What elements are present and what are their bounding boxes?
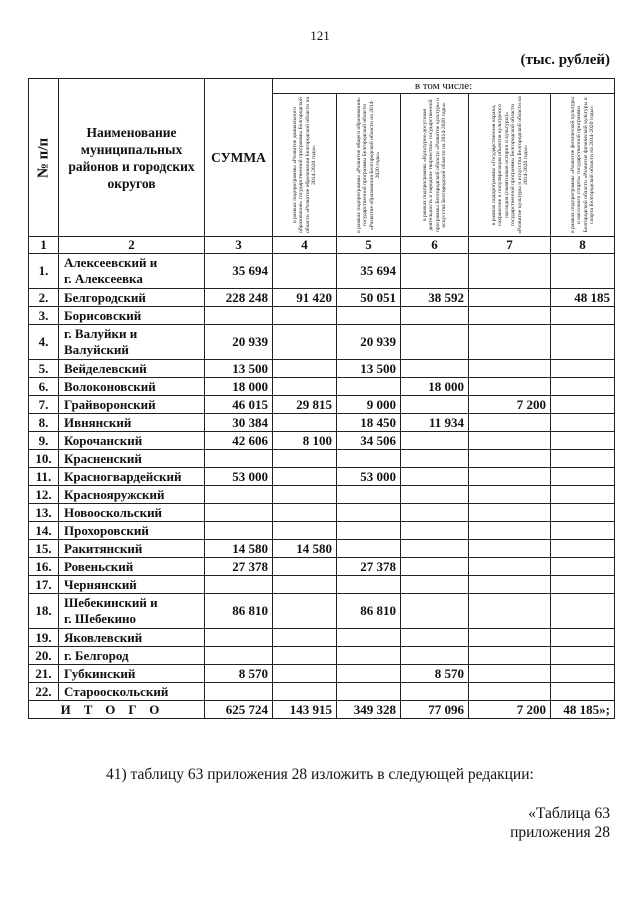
row-c5: 86 810 [337, 594, 401, 629]
district-name-line: Старооскольский [64, 683, 169, 699]
header-col-5: в рамках подпрограммы «Развитие общего образования» государственной программы Белгородской области «Развитие образования Белгородской области на 2014-2020 годы» [337, 94, 401, 237]
row-sum: 35 694 [205, 254, 273, 289]
district-name-line: Вейделевский [64, 360, 147, 376]
row-c8 [551, 594, 615, 629]
row-c5 [337, 378, 401, 396]
row-c6 [401, 576, 469, 594]
row-c5 [337, 683, 401, 701]
row-c6 [401, 683, 469, 701]
colnum-8: 8 [551, 237, 615, 254]
row-c6 [401, 325, 469, 360]
colnum-4: 4 [273, 237, 337, 254]
district-name-line: Красненский [64, 450, 142, 466]
header-col-4: в рамках подпрограммы «Развитие дошкольного образования» государственной программы Белгородской области «Развитие образования Белгородской области на 2014-2020 годы» [273, 94, 337, 237]
row-sum [205, 683, 273, 701]
row-c7 [469, 594, 551, 629]
district-name-line: г. Шебекино [64, 611, 137, 626]
district-name-line: Борисовский [64, 307, 142, 323]
row-c7 [469, 540, 551, 558]
row-number: 9. [29, 432, 59, 450]
total-col-8: 48 185»; [551, 701, 615, 719]
row-c4 [273, 325, 337, 360]
table-reference [510, 804, 610, 842]
row-sum [205, 522, 273, 540]
table-row [29, 289, 615, 307]
row-c8 [551, 683, 615, 701]
row-number: 7. [29, 396, 59, 414]
row-number: 18. [29, 594, 59, 629]
table-row [29, 522, 615, 540]
row-c6 [401, 594, 469, 629]
row-number: 4. [29, 325, 59, 360]
row-c6 [401, 647, 469, 665]
district-name-line: Губкинский [64, 665, 136, 681]
row-sum: 27 378 [205, 558, 273, 576]
row-c6 [401, 558, 469, 576]
row-c5 [337, 522, 401, 540]
row-c6: 8 570 [401, 665, 469, 683]
row-c4: 14 580 [273, 540, 337, 558]
row-c4: 91 420 [273, 289, 337, 307]
row-number: 16. [29, 558, 59, 576]
header-including: в том числе: [273, 79, 615, 94]
table-row [29, 540, 615, 558]
row-c5 [337, 647, 401, 665]
page-number: 121 [310, 28, 330, 43]
row-c6 [401, 432, 469, 450]
row-c8 [551, 486, 615, 504]
row-c7 [469, 468, 551, 486]
row-c7 [469, 378, 551, 396]
row-c4 [273, 558, 337, 576]
district-name [59, 522, 205, 540]
colnum-7: 7 [469, 237, 551, 254]
district-name [59, 540, 205, 558]
row-number: 12. [29, 486, 59, 504]
row-sum: 42 606 [205, 432, 273, 450]
row-c4 [273, 576, 337, 594]
row-number: 17. [29, 576, 59, 594]
table-row [29, 468, 615, 486]
header-name: Наименование муниципальных районов и городских округов [59, 79, 205, 237]
column-number-row [29, 237, 615, 254]
row-sum: 30 384 [205, 414, 273, 432]
row-c4 [273, 683, 337, 701]
row-sum: 53 000 [205, 468, 273, 486]
row-c4 [273, 254, 337, 289]
district-name-line: Валуйский [64, 342, 129, 357]
table-row [29, 414, 615, 432]
table-row [29, 665, 615, 683]
district-name [59, 378, 205, 396]
table-row [29, 504, 615, 522]
district-name-line: г. Белгород [64, 647, 129, 663]
row-sum: 18 000 [205, 378, 273, 396]
row-c5: 34 506 [337, 432, 401, 450]
row-c7 [469, 414, 551, 432]
row-c4: 8 100 [273, 432, 337, 450]
district-name-line: Ровеньский [64, 558, 134, 574]
row-number: 10. [29, 450, 59, 468]
row-c7 [469, 665, 551, 683]
district-name-line: г. Валуйки и [64, 326, 138, 341]
row-c8: 48 185 [551, 289, 615, 307]
table-row [29, 629, 615, 647]
colnum-2: 2 [59, 237, 205, 254]
row-c4 [273, 486, 337, 504]
row-c4 [273, 665, 337, 683]
row-c4: 29 815 [273, 396, 337, 414]
district-name [59, 558, 205, 576]
table-row [29, 683, 615, 701]
table-row [29, 594, 615, 629]
total-label: ИТОГО [29, 701, 205, 719]
row-number: 20. [29, 647, 59, 665]
district-name-line: Ракитянский [64, 540, 143, 556]
district-name [59, 647, 205, 665]
colnum-1: 1 [29, 237, 59, 254]
district-name-line: г. Алексеевка [64, 271, 143, 286]
row-c5 [337, 450, 401, 468]
district-name [59, 289, 205, 307]
row-c6 [401, 522, 469, 540]
district-name-line: Ивнянский [64, 414, 132, 430]
row-c5 [337, 576, 401, 594]
row-sum [205, 307, 273, 325]
total-col-5: 349 328 [337, 701, 401, 719]
row-c8 [551, 558, 615, 576]
row-c7 [469, 683, 551, 701]
district-name [59, 432, 205, 450]
total-col-4: 143 915 [273, 701, 337, 719]
row-c4 [273, 468, 337, 486]
row-c5: 27 378 [337, 558, 401, 576]
row-number: 5. [29, 360, 59, 378]
colnum-5: 5 [337, 237, 401, 254]
header-col-7: в рамках подпрограммы «Государственная охрана, сохранение и популяризация объектов культурного наследия (памятников истории и культуры)» государственной программы Белгородской области «Развитие культуры и искусства Белгородской области на 2014-2020 годы» [469, 94, 551, 237]
district-name [59, 629, 205, 647]
colnum-6: 6 [401, 237, 469, 254]
district-name-line: Корочанский [64, 432, 143, 448]
row-c8 [551, 629, 615, 647]
row-c7 [469, 522, 551, 540]
colnum-3: 3 [205, 237, 273, 254]
row-number: 11. [29, 468, 59, 486]
row-c7: 7 200 [469, 396, 551, 414]
row-c5: 9 000 [337, 396, 401, 414]
row-c8 [551, 522, 615, 540]
row-number: 15. [29, 540, 59, 558]
row-c7 [469, 576, 551, 594]
row-number: 19. [29, 629, 59, 647]
district-name [59, 254, 205, 289]
row-c8 [551, 414, 615, 432]
district-name [59, 450, 205, 468]
row-c5 [337, 665, 401, 683]
row-c5 [337, 540, 401, 558]
row-c4 [273, 594, 337, 629]
district-name-line: Чернянский [64, 576, 137, 592]
row-c4 [273, 504, 337, 522]
row-c8 [551, 540, 615, 558]
table-row [29, 558, 615, 576]
row-c6: 11 934 [401, 414, 469, 432]
row-c7 [469, 254, 551, 289]
row-number: 21. [29, 665, 59, 683]
row-c6 [401, 468, 469, 486]
district-name [59, 468, 205, 486]
row-c4 [273, 647, 337, 665]
row-c4 [273, 360, 337, 378]
row-c8 [551, 396, 615, 414]
row-number: 13. [29, 504, 59, 522]
district-name-line: Шебекинский и [64, 595, 158, 610]
row-sum [205, 576, 273, 594]
row-number: 2. [29, 289, 59, 307]
district-name [59, 683, 205, 701]
row-number: 6. [29, 378, 59, 396]
district-name [59, 594, 205, 629]
row-c5: 53 000 [337, 468, 401, 486]
row-number: 22. [29, 683, 59, 701]
header-num: № п/п [29, 79, 59, 237]
table-row [29, 378, 615, 396]
row-c5 [337, 504, 401, 522]
row-c6 [401, 396, 469, 414]
row-c4 [273, 414, 337, 432]
row-sum [205, 450, 273, 468]
district-name-line: Новооскольский [64, 504, 163, 520]
row-c6 [401, 450, 469, 468]
table-row [29, 396, 615, 414]
row-c7 [469, 558, 551, 576]
table-row [29, 432, 615, 450]
row-c7 [469, 486, 551, 504]
header-sum: СУММА [205, 79, 273, 237]
row-sum [205, 486, 273, 504]
district-name [59, 307, 205, 325]
row-c5: 18 450 [337, 414, 401, 432]
district-name-line: Прохоровский [64, 522, 149, 538]
district-name-line: Белгородский [64, 289, 146, 305]
budget-table [28, 78, 615, 719]
district-name [59, 504, 205, 522]
row-c6: 38 592 [401, 289, 469, 307]
row-c7 [469, 289, 551, 307]
header-col-6: в рамках подпрограммы «Культурно-досуговая деятельность и народное творчество» государственной программы Белгородской области «Развитие культуры и искусства Белгородской области на 2014-2020 годы» [401, 94, 469, 237]
row-c4 [273, 307, 337, 325]
district-name-line: Краснояружский [64, 486, 165, 502]
row-c7 [469, 432, 551, 450]
row-c8 [551, 307, 615, 325]
table-row [29, 450, 615, 468]
district-name-line: Грайворонский [64, 396, 156, 412]
row-c6 [401, 540, 469, 558]
total-sum: 625 724 [205, 701, 273, 719]
total-col-6: 77 096 [401, 701, 469, 719]
row-c4 [273, 378, 337, 396]
district-name-line: Яковлевский [64, 629, 143, 645]
district-name [59, 396, 205, 414]
row-c7 [469, 647, 551, 665]
row-c7 [469, 360, 551, 378]
row-c8 [551, 325, 615, 360]
row-number: 8. [29, 414, 59, 432]
row-sum [205, 504, 273, 522]
table-ref: «Таблица 63 [528, 805, 610, 822]
row-c8 [551, 254, 615, 289]
total-col-7: 7 200 [469, 701, 551, 719]
row-c5: 35 694 [337, 254, 401, 289]
row-c6 [401, 254, 469, 289]
district-name [59, 414, 205, 432]
row-sum [205, 629, 273, 647]
row-c5: 20 939 [337, 325, 401, 360]
table-row [29, 307, 615, 325]
row-sum [205, 647, 273, 665]
row-c7 [469, 504, 551, 522]
table-row [29, 254, 615, 289]
unit-label: (тыс. рублей) [520, 52, 610, 68]
instruction-line: 41) таблицу 63 приложения 28 изложить в следующей редакции: [106, 766, 534, 783]
row-c8 [551, 504, 615, 522]
row-c4 [273, 450, 337, 468]
row-sum: 46 015 [205, 396, 273, 414]
row-c5 [337, 307, 401, 325]
row-sum: 8 570 [205, 665, 273, 683]
row-sum: 20 939 [205, 325, 273, 360]
row-c6 [401, 504, 469, 522]
table-row [29, 325, 615, 360]
district-name-line: Алексеевский и [64, 255, 158, 270]
row-c6: 18 000 [401, 378, 469, 396]
row-c8 [551, 432, 615, 450]
row-sum: 86 810 [205, 594, 273, 629]
row-c5 [337, 629, 401, 647]
district-name-line: Красногвардейский [64, 468, 182, 484]
row-c7 [469, 450, 551, 468]
row-c4 [273, 629, 337, 647]
row-c8 [551, 360, 615, 378]
row-c4 [273, 522, 337, 540]
table-row [29, 647, 615, 665]
row-c6 [401, 360, 469, 378]
row-c7 [469, 629, 551, 647]
row-c6 [401, 486, 469, 504]
district-name [59, 665, 205, 683]
row-c8 [551, 647, 615, 665]
district-name [59, 325, 205, 360]
row-c6 [401, 629, 469, 647]
appendix-ref: приложения 28 [510, 824, 610, 841]
row-c8 [551, 576, 615, 594]
total-row [29, 701, 615, 719]
row-c8 [551, 665, 615, 683]
header-col-8: в рамках подпрограммы «Развитие физической культуры и массового спорта» государственной программы Белгородской области «Развитие физической культуры и спорта Белгородской области на 2014-2020 годы» [551, 94, 615, 237]
row-sum: 13 500 [205, 360, 273, 378]
row-c7 [469, 307, 551, 325]
row-sum: 228 248 [205, 289, 273, 307]
district-name [59, 576, 205, 594]
row-c7 [469, 325, 551, 360]
row-sum: 14 580 [205, 540, 273, 558]
table-row [29, 360, 615, 378]
table-row [29, 576, 615, 594]
row-c8 [551, 450, 615, 468]
row-c8 [551, 468, 615, 486]
row-number: 3. [29, 307, 59, 325]
row-number: 1. [29, 254, 59, 289]
district-name [59, 360, 205, 378]
district-name [59, 486, 205, 504]
row-c6 [401, 307, 469, 325]
row-c5: 50 051 [337, 289, 401, 307]
row-number: 14. [29, 522, 59, 540]
table-row [29, 486, 615, 504]
row-c5 [337, 486, 401, 504]
district-name-line: Волоконовский [64, 378, 156, 394]
row-c5: 13 500 [337, 360, 401, 378]
row-c8 [551, 378, 615, 396]
